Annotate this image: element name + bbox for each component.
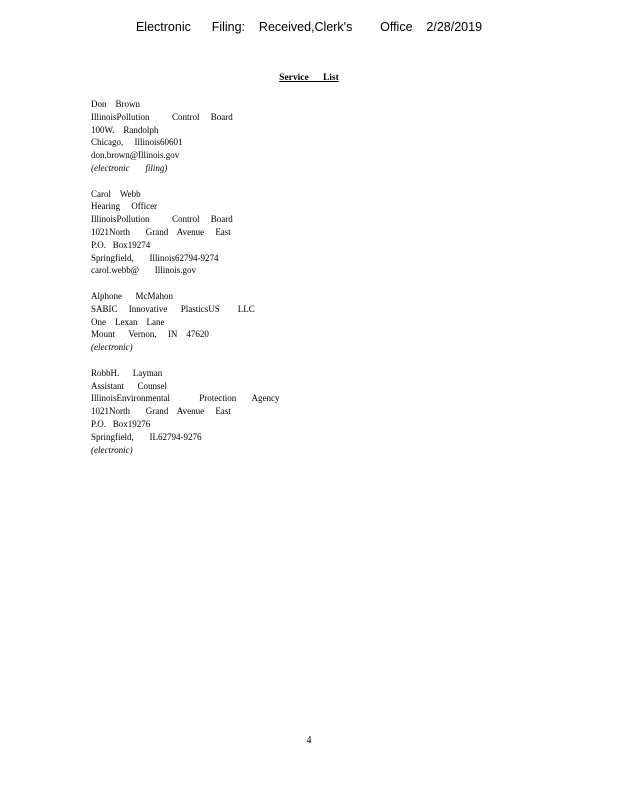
contact-line: P.O. Box19276 <box>91 418 151 429</box>
contact-block <box>91 290 511 354</box>
contact-line: (electronic) <box>91 444 133 455</box>
contact-line: One Lexan Lane <box>91 316 165 327</box>
contact-line: IllinoisEnvironmental Protection Agency <box>91 393 280 404</box>
contact-line: (electronic) <box>91 342 133 353</box>
contact-line: SABIC Innovative PlasticsUS LLC <box>91 303 255 314</box>
contact-line: Assistant Counsel <box>91 380 168 391</box>
contact-line: IllinoisPollution Control Board <box>91 214 233 225</box>
contact-line: Hearing Officer <box>91 201 158 212</box>
contact-line: don.brown@Illinois.gov <box>91 150 180 161</box>
contact-line: RobbH. Layman <box>91 367 163 378</box>
contact-line: (electronic filing) <box>91 162 168 173</box>
contact-line: Don Brown <box>91 99 140 109</box>
contact-block <box>91 98 511 175</box>
contact-line: Springfield, IL62794-9276 <box>91 431 202 442</box>
contact-line: 1021North Grand Avenue East <box>91 226 231 237</box>
contact-line: 100W. Randolph <box>91 124 159 135</box>
contact-line: 1021North Grand Avenue East <box>91 406 231 417</box>
contact-line: carol.webb@ Illinois.gov <box>91 265 197 276</box>
contact-line: Chicago, Illinois60601 <box>91 137 183 148</box>
filing-header: Electronic Filing: Received,Clerk's Office 2/28/2019 <box>135 20 483 34</box>
contact-line: P.O. Box19274 <box>91 239 151 250</box>
contact-block <box>91 367 511 457</box>
contact-line: Mount Vernon, IN 47620 <box>91 329 209 340</box>
document-title: Service List <box>279 73 339 83</box>
contact-line: Springfield, Illinois62794-9274 <box>91 252 219 263</box>
contact-line: Alphone McMahon <box>91 290 173 301</box>
contact-block <box>91 188 511 278</box>
page-number: 4 <box>306 735 312 746</box>
contact-line: IllinoisPollution Control Board <box>91 111 233 122</box>
contact-line: Carol Webb <box>91 188 141 199</box>
service-list <box>91 98 511 469</box>
